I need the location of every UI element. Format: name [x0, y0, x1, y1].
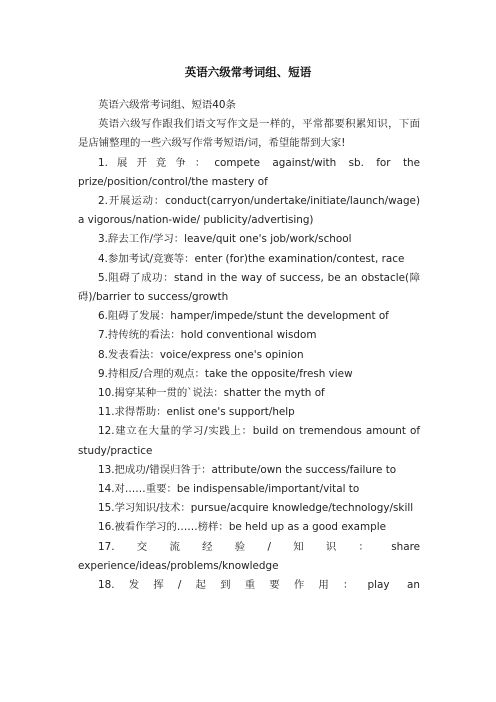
list-item: 1.展开竞争：compete against/with sb. for the prize/position/control/the mastery of: [78, 156, 420, 188]
list-item: 3.辞去工作/学习：leave/quit one's job/work/school: [98, 233, 352, 246]
list-item: 14.对……重要：be indispensable/important/vital to: [98, 483, 360, 496]
list-item: 5.阻碍了成功：stand in the way of success, be an obstacle(障碍)/barrier to success/growth: [78, 271, 420, 304]
list-item: 17.交流经验/知识：share experience/ideas/problems/knowledge: [78, 540, 420, 572]
page-title: 英语六级常考词组、短语: [184, 65, 312, 79]
list-item: 13.把成功/错误归咎于：attribute/own the success/failure to: [98, 463, 397, 476]
list-item: 18.发挥/起到重要作用：play an: [98, 579, 420, 592]
list-item: 16.被看作学习的……榜样：be held up as a good example: [98, 521, 387, 534]
list-item: 4.参加考试/竞赛等：enter (for)the examination/contest, race: [98, 252, 405, 265]
list-item: 8.发表看法：voice/express one's opinion: [98, 348, 304, 361]
list-item: 15.学习知识/技术：pursue/acquire knowledge/technology/skill: [98, 502, 414, 515]
paragraph-intro: 英语六级写作跟我们语文写作文是一样的，平常都要积累知识，下面是店铺整理的一些六级写作常考短语/词，希望能帮到大家!: [78, 118, 420, 150]
list-item: 2.开展运动：conduct(carryon/undertake/initiate/launch/wage) a vigorous/nation-wide/ publicity/advertising): [78, 195, 420, 227]
list-item: 10.揭穿某种一贯的`说法：shatter the myth of: [98, 387, 325, 400]
list-item: 9.持相反/合理的观点：take the opposite/fresh view: [98, 367, 353, 380]
list-item: 7.持传统的看法：hold conventional wisdom: [98, 329, 317, 342]
list-item: 6.阻碍了发展：hamper/impede/stunt the development of: [98, 310, 389, 323]
paragraph-subtitle: 英语六级常考词组、短语40条: [98, 99, 236, 111]
document-body: [78, 96, 420, 595]
list-item: 11.求得帮助：enlist one's support/help: [98, 406, 295, 419]
list-item: 12.建立在大量的学习/实践上：build on tremendous amount of study/practice: [78, 425, 420, 457]
